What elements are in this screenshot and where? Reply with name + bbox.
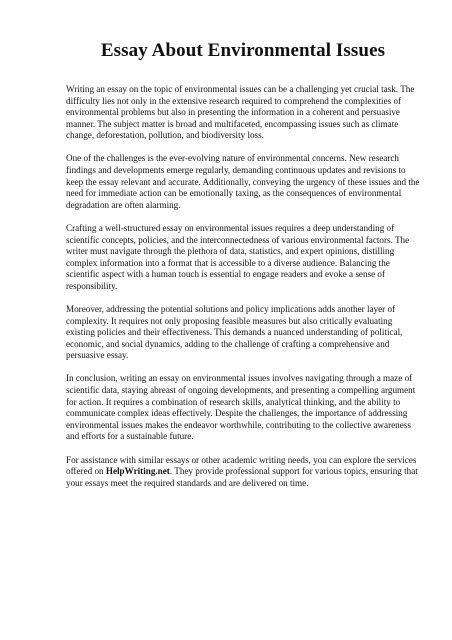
closing-text-before-link: For assistance with similar essays or other academic writing needs, you can explore the services offered on — [66, 454, 417, 477]
paragraph-2: One of the challenges is the ever-evolving nature of environmental concerns. New research findings and developments emerge regularly, demanding continuous updates and revisions to keep the essay relevant and accurate. Additionally, conveying the urgency of these issues and the need for immediate action can be emotionally taxing, as the consequences of environmental degradation are often alarming. — [66, 153, 420, 210]
paragraph-4: Moreover, addressing the potential solutions and policy implications adds another layer of complexity. It requires not only proposing feasible measures but also critically evaluating existing policies and their effectiveness. This demands a nuanced understanding of political, economic, and social dynamics, adding to the challenge of crafting a comprehensive and persuasive essay. — [66, 304, 403, 361]
closing-text-after-link: . They provide professional support for various topics, ensuring that your essays meet the required standards and are delivered on time. — [66, 466, 418, 488]
paragraph-3: Crafting a well-structured essay on environmental issues requires a deep understanding of scientific concepts, policies, and the interconnectedness of various environmental factors. The writer must navigate through the plethora of data, statistics, and expert opinions, distilling complex information into a format that is accessible to a diverse audience. Balancing the scientific aspect with a human touch is essential to engage readers and evoke a sense of responsibility. — [66, 222, 410, 291]
document-title: Essay About Environmental Issues — [100, 40, 386, 61]
paragraph-5: In conclusion, writing an essay on environmental issues involves navigating through a maze of scientific data, staying abreast of ongoing developments, and presenting a compelling argument for action. It requires a combination of research skills, analytical thinking, and the ability to communicate complex ideas effectively. Despite the challenges, the importance of addressing environmental issues makes the endeavor worthwhile, contributing to the collective awareness and efforts for a sustainable future. — [66, 373, 416, 442]
helpwriting-link[interactable]: HelpWriting.net — [105, 466, 170, 477]
closing-paragraph — [66, 455, 422, 490]
paragraph-1: Writing an essay on the topic of environmental issues can be a challenging yet crucial task. The difficulty lies not only in the extensive research required to comprehend the complexities of environmental problems but also in presenting the information in a coherent and persuasive manner. The subject matter is broad and multifaceted, encompassing issues such as climate change, deforestation, pollution, and biodiversity loss. — [66, 84, 415, 141]
